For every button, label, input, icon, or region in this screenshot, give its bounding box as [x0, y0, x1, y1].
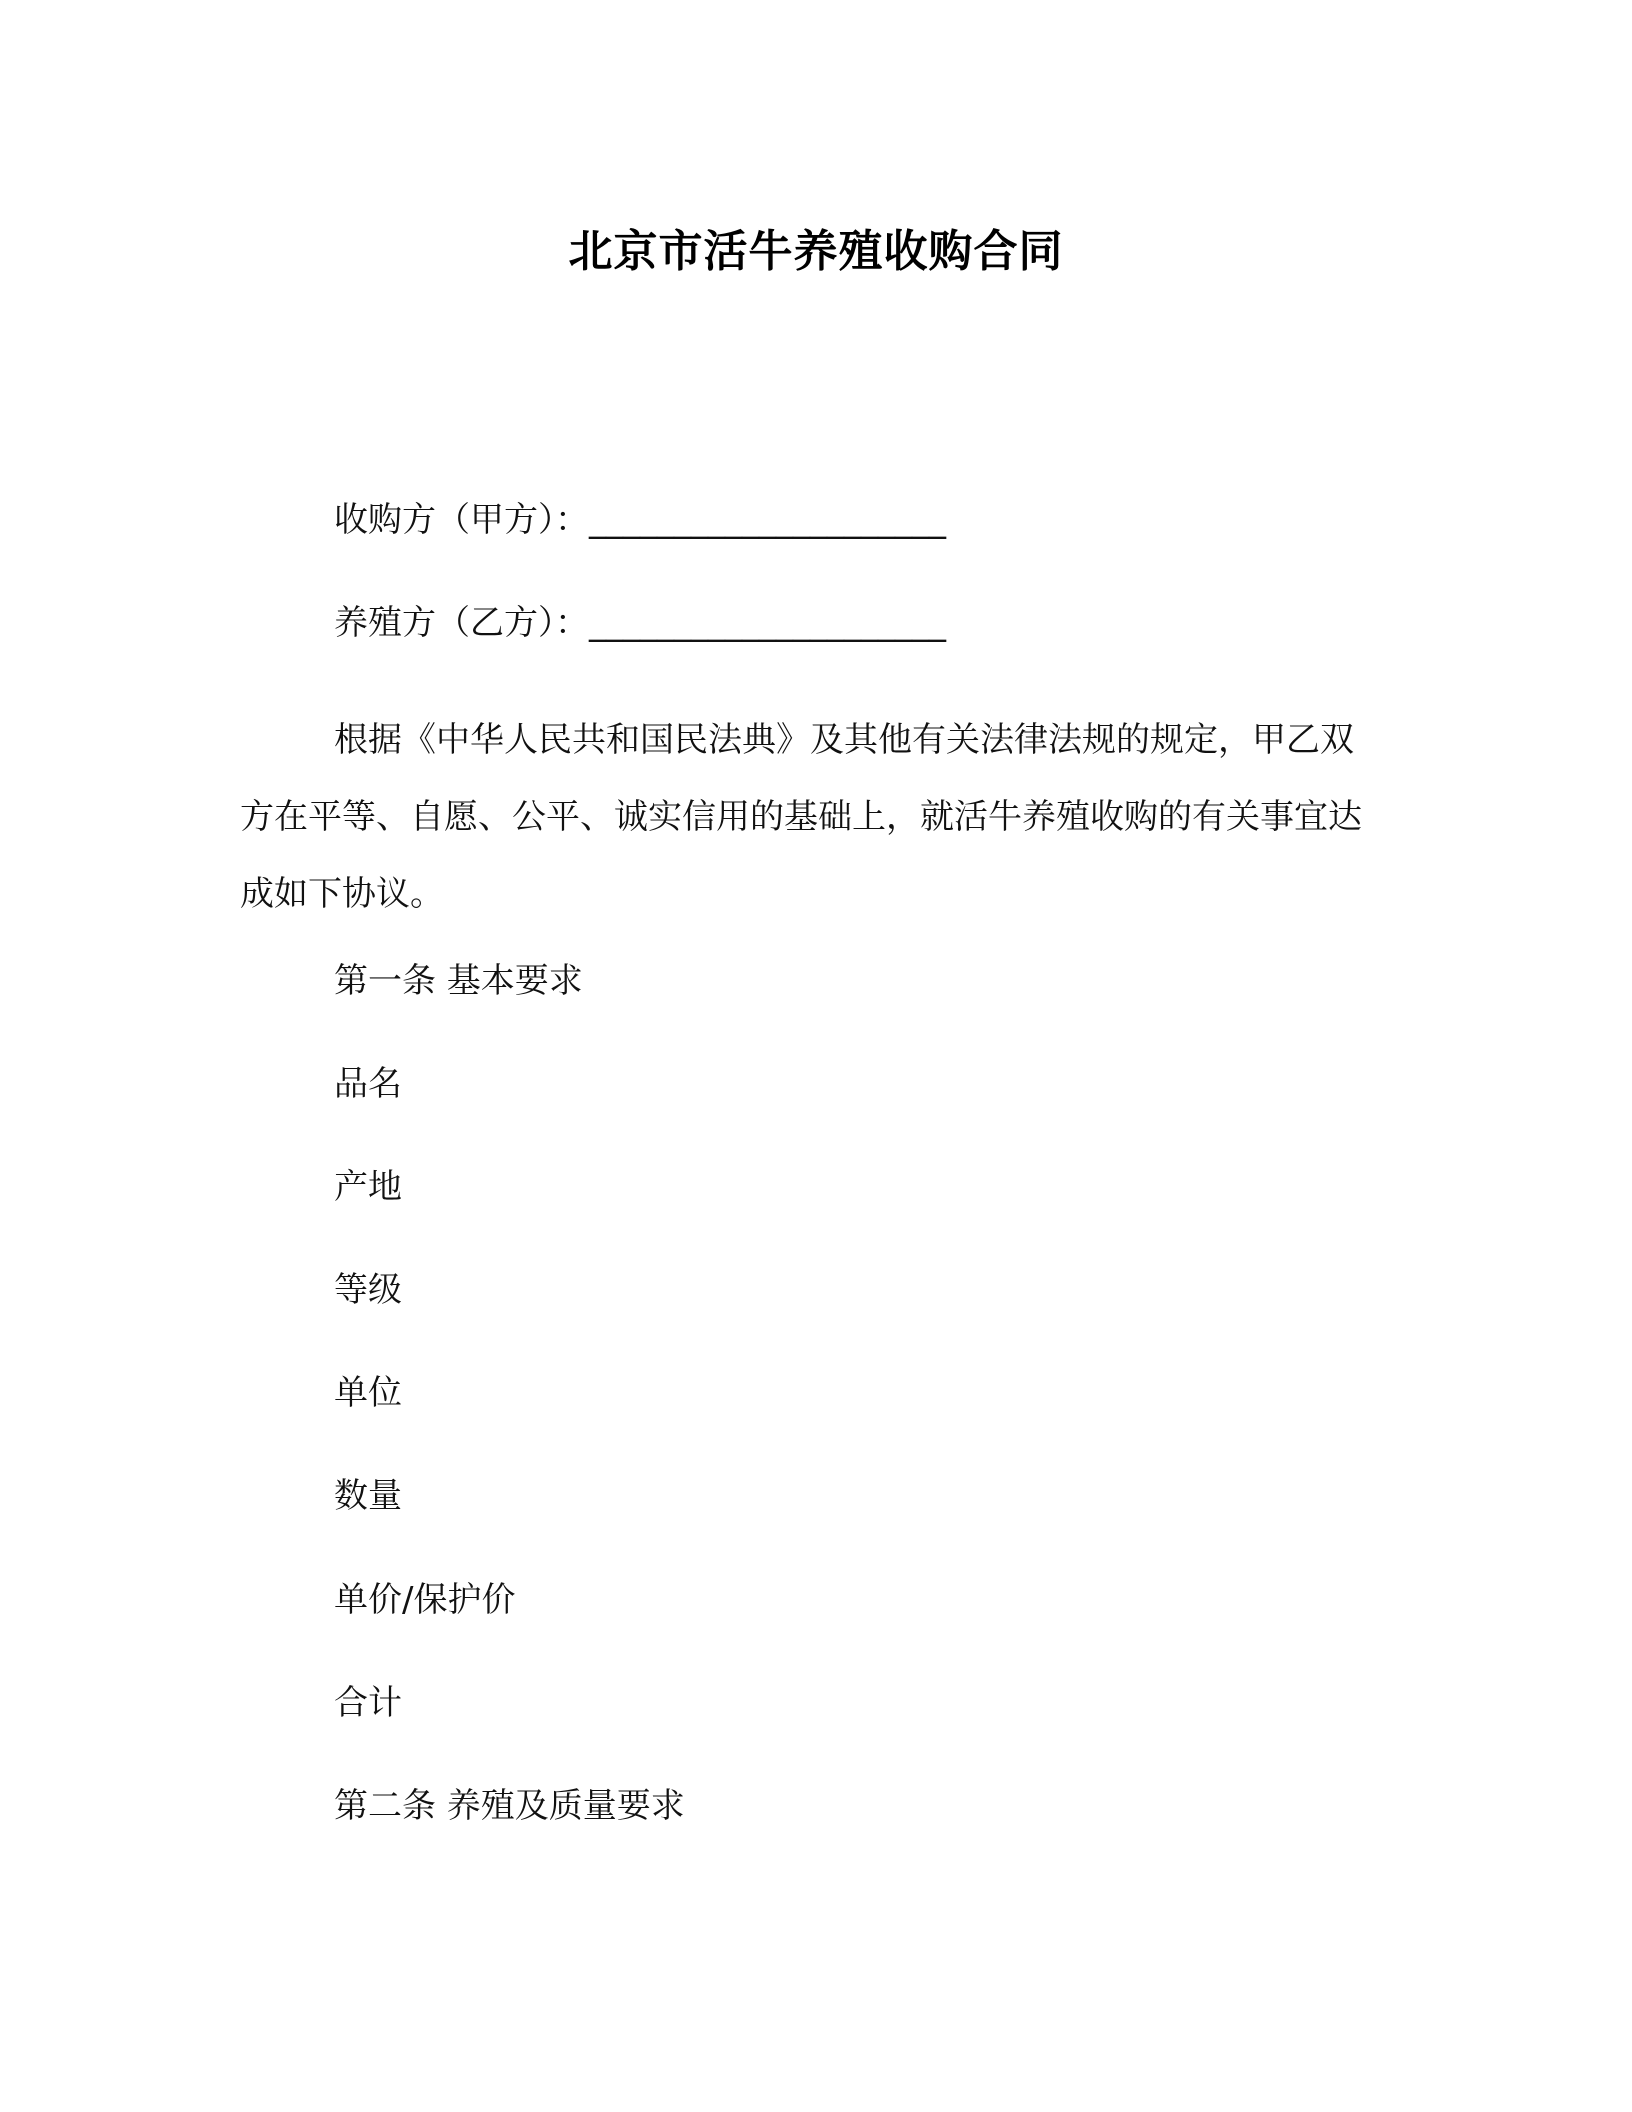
field-total: 合计: [334, 1683, 402, 1723]
breeder-party-blank: _____________________: [589, 603, 946, 643]
buyer-party-label: 收购方（甲方）：: [334, 500, 589, 540]
buyer-party-line: [334, 496, 946, 544]
field-quantity: 数量: [334, 1476, 402, 1516]
contract-title: 北京市活牛养殖收购合同: [568, 226, 1064, 277]
breeder-party-label: 养殖方（乙方）：: [334, 603, 589, 643]
article-1-heading: 第一条 基本要求: [334, 961, 583, 1001]
field-grade: 等级: [334, 1270, 402, 1310]
field-unit: 单位: [334, 1373, 402, 1413]
article-2-heading: 第二条 养殖及质量要求: [334, 1786, 685, 1826]
field-origin: 产地: [334, 1167, 402, 1207]
breeder-party-line: [334, 599, 946, 647]
preamble-paragraph: 根据《中华人民共和国民法典》及其他有关法律法规的规定，甲乙双方在平等、自愿、公平、诚实信用的基础上，就活牛养殖收购的有关事宜达成如下协议。: [240, 720, 1362, 914]
field-product-name: 品名: [334, 1064, 402, 1104]
buyer-party-blank: _____________________: [589, 500, 946, 540]
field-unit-price: 单价/保护价: [334, 1580, 516, 1620]
